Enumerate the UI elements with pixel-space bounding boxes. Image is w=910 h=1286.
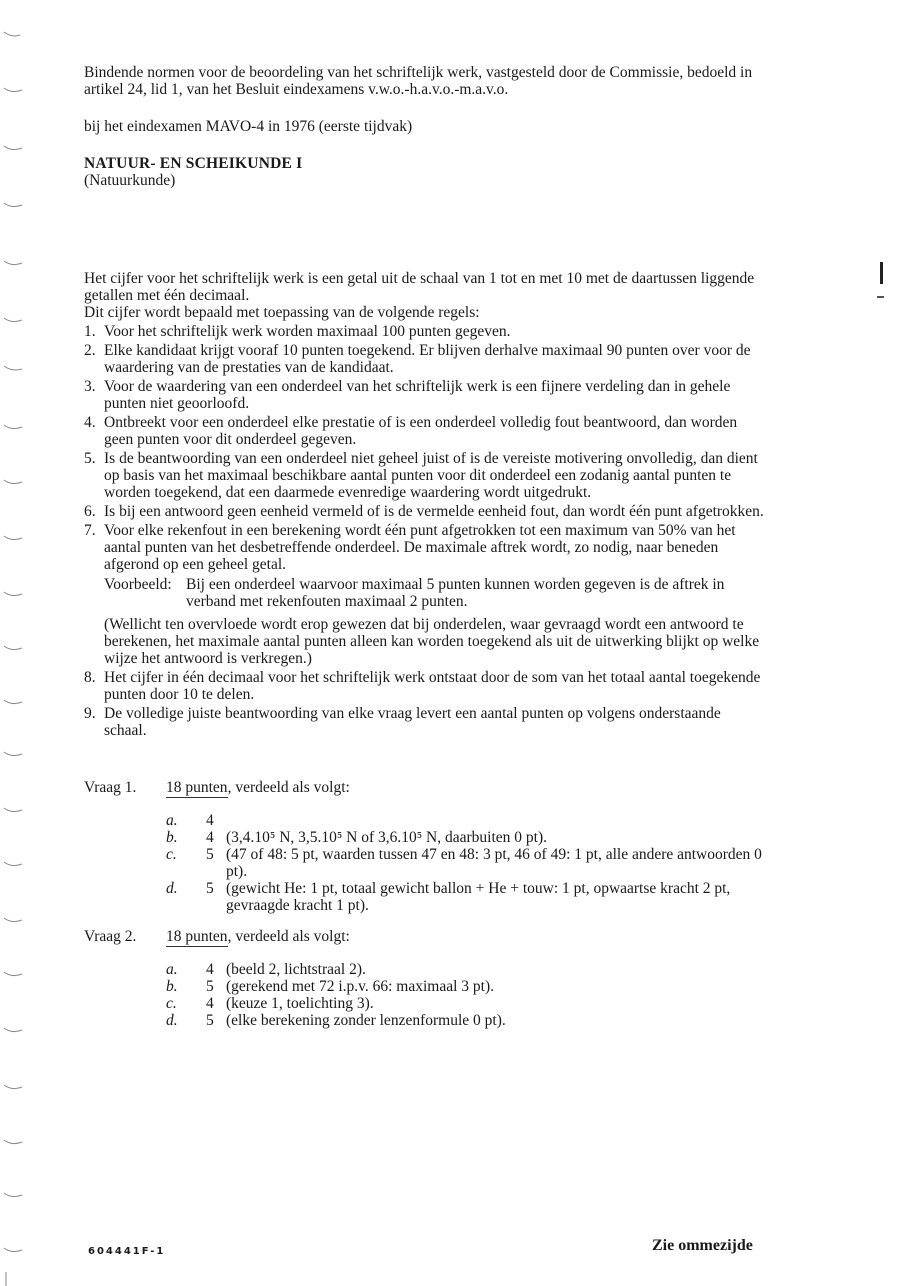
intro-paragraph [84, 270, 764, 321]
rule-text: Voor elke rekenfout in een berekening wordt één punt afgetrokken tot een maximum van 50% van het aantal punten van het desbetreffende onderdeel. De maximale aftrek wordt, zo nodig, naar beneden afgerond op een geheel getal. [104, 522, 736, 573]
rule-text: Elke kandidaat krijgt vooraf 10 punten toegekend. Er blijven derhalve maximaal 90 punten over voor de waardering van de prestaties van de kandidaat. [104, 342, 751, 376]
example-label: Voorbeeld: [104, 576, 172, 593]
subquestion-item [166, 846, 764, 880]
subquestion-item [166, 995, 764, 1012]
rule-number: 3. [84, 378, 96, 395]
subject-title: NATUUR- EN SCHEIKUNDE I [84, 155, 303, 172]
question-label: Vraag 1. [84, 779, 137, 796]
subquestion-points: 4 [206, 995, 214, 1012]
subquestion-item [166, 812, 764, 829]
question-points [166, 928, 350, 945]
question-points [166, 779, 350, 796]
document-code: 604441F-1 [88, 1246, 166, 1257]
question-label: Vraag 2. [84, 928, 137, 945]
subquestion-item [166, 880, 764, 914]
rule-item [84, 503, 764, 520]
rule-number: 1. [84, 323, 96, 340]
subquestion-letter: b. [166, 829, 178, 846]
subquestion-item [166, 829, 764, 846]
example-text: Bij een onderdeel waarvoor maximaal 5 punten kunnen worden gegeven is de aftrek in verband met rekenfouten maximaal 2 punten. [186, 576, 725, 610]
subquestion-letter: a. [166, 812, 178, 829]
rules-list [84, 323, 764, 739]
subquestion-desc: (3,4.10⁵ N, 3,5.10⁵ N of 3,6.10⁵ N, daarbuiten 0 pt). [226, 829, 547, 846]
margin-dash-mark [877, 296, 884, 298]
subquestion-item [166, 978, 764, 995]
subquestion-letter: d. [166, 880, 178, 897]
intro-text-2: Dit cijfer wordt bepaald met toepassing van de volgende regels: [84, 304, 480, 321]
rule-text: Ontbreekt voor een onderdeel elke prestatie of is een onderdeel volledig fout beantwoord, dan worden geen punten voor dit onderdeel gegeven. [104, 414, 738, 448]
subquestion-list [166, 961, 764, 1029]
question-header [84, 928, 764, 945]
rule-example [104, 576, 764, 610]
points-rest: , verdeeld als volgt: [227, 779, 350, 796]
rule-item [84, 378, 764, 412]
subquestion-desc: (keuze 1, toelichting 3). [226, 995, 374, 1012]
rule-text: Is bij een antwoord geen eenheid vermeld of is de vermelde eenheid fout, dan wordt één punt afgetrokken. [104, 503, 764, 520]
rule-item [84, 342, 764, 376]
rule-text: Voor de waardering van een onderdeel van het schriftelijk werk is een fijnere verdeling dan in gehele punten niet geoorloofd. [104, 378, 731, 412]
question-header [84, 779, 764, 796]
rule-item [84, 414, 764, 448]
subquestion-points: 4 [206, 812, 214, 829]
rule-item [84, 705, 764, 739]
turn-page-note: Zie ommezijde [652, 1237, 753, 1254]
subquestion-points: 5 [206, 846, 214, 863]
subquestion-letter: c. [166, 995, 177, 1012]
rule-number: 2. [84, 342, 96, 359]
subquestion-desc [226, 812, 764, 829]
norms-header: Bindende normen voor de beoordeling van het schriftelijk werk, vastgesteld door de Commissie, bedoeld in artikel 24, lid 1, van het Besluit eindexamens v.w.o.-h.a.v.o.-m.a.v.o. [84, 64, 753, 98]
question-block-2 [84, 928, 764, 1029]
document-page [84, 64, 764, 1029]
subquestion-desc: (gewicht He: 1 pt, totaal gewicht ballon + He + touw: 1 pt, opwaartse kracht 2 pt, gevraagde kracht 1 pt). [226, 880, 731, 914]
subquestion-letter: d. [166, 1012, 178, 1029]
rule-item [84, 323, 764, 340]
subquestion-points: 4 [206, 829, 214, 846]
subject-subtitle: (Natuurkunde) [84, 172, 176, 189]
subquestion-letter: b. [166, 978, 178, 995]
rule-text: Voor het schriftelijk werk worden maximaal 100 punten gegeven. [104, 323, 511, 340]
scan-margin-marks [0, 0, 30, 1286]
exam-line: bij het eindexamen MAVO-4 in 1976 (eerste tijdvak) [84, 118, 413, 135]
rule-text: Is de beantwoording van een onderdeel niet geheel juist of is de vereiste motivering onvolledig, dan dient op basis van het maximaal beschikbare aantal punten voor dit onderdeel een zodanig aantal punten te worden toegekend, dat een daarmede evenredige waardering wordt uitgedrukt. [104, 450, 758, 501]
subquestion-points: 5 [206, 880, 214, 897]
rule-item [84, 669, 764, 703]
subquestion-desc: (elke berekening zonder lenzenformule 0 pt). [226, 1012, 506, 1029]
subquestion-item [166, 961, 764, 978]
points-total: 18 punten [166, 928, 228, 945]
subquestion-letter: c. [166, 846, 177, 863]
points-total: 18 punten [166, 779, 228, 796]
rule-number: 6. [84, 503, 96, 520]
subquestion-desc: (47 of 48: 5 pt, waarden tussen 47 en 48: 3 pt, 46 of 49: 1 pt, alle andere antwoorden 0 pt). [226, 846, 762, 880]
subquestion-list [166, 812, 764, 914]
rule-number: 8. [84, 669, 96, 686]
points-rest: , verdeeld als volgt: [227, 928, 350, 945]
subquestion-desc: (gerekend met 72 i.p.v. 66: maximaal 3 pt). [226, 978, 495, 995]
rule-number: 9. [84, 705, 96, 722]
rule-note: (Wellicht ten overvloede wordt erop gewezen dat bij onderdelen, waar gevraagd wordt een antwoord te berekenen, het maximale aantal punten alleen kan worden toegekend als uit de uitwerking blijkt op welke wijze het antwoord is verkregen.) [104, 616, 760, 667]
question-block-1 [84, 779, 764, 914]
subquestion-desc: (beeld 2, lichtstraal 2). [226, 961, 366, 978]
rule-number: 7. [84, 522, 96, 539]
rule-text: De volledige juiste beantwoording van elke vraag levert een aantal punten op volgens onderstaande schaal. [104, 705, 721, 739]
rule-item [84, 522, 764, 667]
rule-item [84, 450, 764, 501]
subquestion-points: 4 [206, 961, 214, 978]
intro-text-1: Het cijfer voor het schriftelijk werk is een getal uit de schaal van 1 tot en met 10 met de daartussen liggende getallen met één decimaal. [84, 270, 755, 304]
rule-number: 5. [84, 450, 96, 467]
rule-text: Het cijfer in één decimaal voor het schriftelijk werk ontstaat door de som van het totaal aantal toegekende punten door 10 te delen. [104, 669, 761, 703]
margin-bar-mark [880, 262, 883, 284]
subquestion-item [166, 1012, 764, 1029]
subquestion-letter: a. [166, 961, 178, 978]
subquestion-points: 5 [206, 978, 214, 995]
rule-number: 4. [84, 414, 96, 431]
subquestion-points: 5 [206, 1012, 214, 1029]
